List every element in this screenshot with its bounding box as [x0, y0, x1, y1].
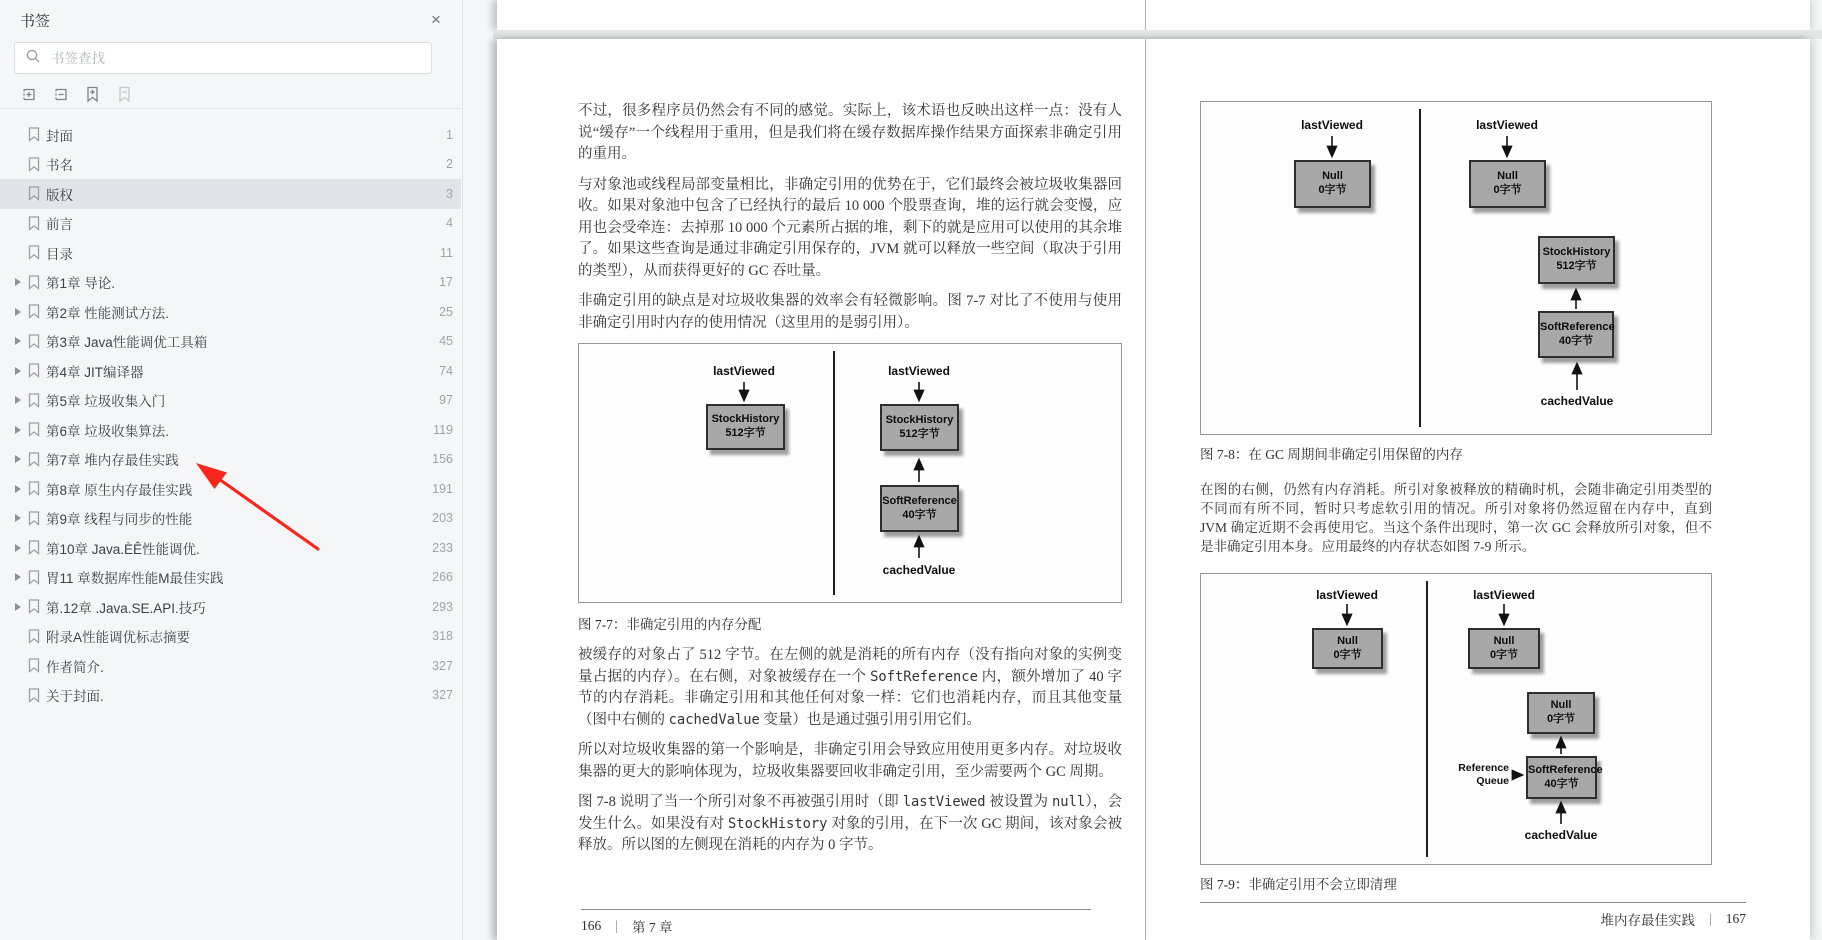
bookmark-label: 附录A性能调优标志摘要 — [46, 630, 191, 646]
variable-label: cachedValue — [882, 563, 956, 577]
page-gap-band — [493, 30, 1822, 39]
bookmark-page-number: 327 — [432, 658, 453, 673]
page-number: 166 — [581, 918, 602, 933]
bookmark-item[interactable] — [0, 327, 461, 357]
pdf-page-right — [1200, 39, 1712, 940]
bookmark-label: 版权 — [46, 187, 73, 203]
bookmark-item[interactable] — [0, 209, 461, 239]
previous-page-bottom — [497, 0, 1810, 30]
bookmark-page-number: 233 — [432, 540, 453, 555]
page-seam — [1145, 0, 1146, 30]
caret-right-icon[interactable] — [15, 573, 28, 581]
node-title: Null — [1493, 634, 1515, 647]
node-size: 512字节 — [899, 427, 940, 440]
bookmark-page-number: 3 — [446, 186, 453, 201]
bookmark-label: 胃11 章数据库性能M最佳实践 — [46, 571, 224, 587]
add-bookmark-icon[interactable] — [81, 83, 103, 105]
paragraph: 所以对垃圾收集器的第一个影响是，非确定引用会导致应用使用更多内存。对垃圾收集器的更大的影响体现为，垃圾收集器要回收非确定引用，至少需要两个 GC 周期。 — [578, 742, 1122, 780]
node-title: Null — [1497, 170, 1518, 183]
bookmark-icon — [28, 275, 46, 290]
bookmark-icon — [28, 481, 46, 496]
bookmark-item[interactable] — [0, 504, 461, 534]
paragraph: 非确定引用的缺点是对垃圾收集器的效率会有轻微影响。图 7-7 对比了不使用与使用非确定引用时内存的使用情况（这里用的是弱引用）。 — [578, 293, 1122, 331]
bookmark-icon — [28, 511, 46, 526]
paragraph: 图 7-8 说明了当一个所引对象不再被强引用时（即 lastViewed 被设置为 null），会发生什么。如果没有对 StockHistory 对象的引用，在下一次 GC 期间，该对象会被释放。所以图的左侧现在消耗的内存为 0 字节。 — [578, 794, 1123, 853]
bookmark-search-input[interactable] — [49, 50, 421, 67]
bookmark-icon — [28, 599, 46, 614]
node-size: 0字节 — [1546, 713, 1576, 725]
bookmark-item[interactable] — [0, 150, 461, 180]
bookmark-page-number: 156 — [432, 452, 453, 467]
bookmark-icon — [28, 658, 46, 673]
caret-right-icon[interactable] — [15, 367, 28, 375]
caret-right-icon[interactable] — [15, 396, 28, 404]
softreference-node — [880, 485, 959, 532]
paragraph: 与对象池或线程局部变量相比，非确定引用的优势在于，它们最终会被垃圾收集器回收。如果对象池中包含了已经执行的最后 10 000 个股票查询，堆的运行就会变慢，应用也会受牵连：去掉那 10 000 个元素所占据的堆，剩下的就是应用可以使用的其余堆了。如果这些查询是通过非确定引用保存的，JVM 就可以释放一些空间（取决于引用的类型），从而获得更好的 GC 吞吐量。 — [578, 176, 1122, 279]
bookmark-label: 封面 — [46, 128, 73, 144]
node-size: 512字节 — [1556, 260, 1597, 272]
figure-caption: 图 7-9：非确定引用不会立即清理 — [1200, 877, 1397, 892]
node-size: 0字节 — [1318, 184, 1347, 196]
node-size: 0字节 — [1333, 648, 1362, 661]
bookmark-page-number: 1 — [446, 127, 453, 142]
stockhistory-node — [706, 404, 785, 450]
bookmark-label: 第4章 JIT编译器 — [46, 364, 144, 380]
node-title: Null — [1322, 170, 1343, 183]
bookmark-item[interactable] — [0, 533, 461, 563]
bookmark-label: 第9章 线程与同步的性能 — [46, 512, 193, 528]
figure-divider — [833, 351, 835, 595]
footer-divider: | — [1709, 911, 1712, 926]
caret-right-icon[interactable] — [15, 278, 28, 286]
caret-right-icon[interactable] — [15, 485, 28, 493]
bookmark-icon — [28, 245, 46, 260]
sidebar-title: 书签 — [20, 13, 51, 30]
footer-divider: | — [615, 918, 618, 933]
bookmark-page-number: 74 — [439, 363, 453, 378]
bookmark-page-number: 4 — [446, 216, 453, 231]
softreference-node — [1538, 311, 1614, 358]
node-size: 40字节 — [902, 508, 937, 521]
bookmark-icon — [28, 570, 46, 585]
bookmark-icon — [28, 304, 46, 319]
bookmark-label: 第8章 原生内存最佳实践 — [46, 482, 193, 498]
bookmark-label: 第7章 堆内存最佳实践 — [46, 453, 179, 469]
bookmark-label: 关于封面. — [46, 689, 104, 705]
bookmark-item[interactable] — [0, 622, 461, 652]
page-spread — [497, 39, 1810, 940]
bookmark-item[interactable] — [0, 238, 461, 268]
variable-label: lastViewed — [1476, 118, 1538, 132]
bookmark-label: 目录 — [46, 246, 73, 262]
bookmark-icon — [28, 422, 46, 437]
right-page-footer — [1200, 902, 1746, 929]
bookmark-page-number: 11 — [440, 245, 453, 260]
variable-label: lastViewed — [1301, 118, 1363, 132]
figure-divider — [1426, 581, 1428, 857]
chapter-label: 堆内存最佳实践 — [1600, 913, 1696, 928]
bookmark-page-number: 293 — [432, 599, 453, 614]
bookmark-page-number: 119 — [433, 422, 453, 437]
caret-right-icon[interactable] — [15, 514, 28, 522]
node-size: 0字节 — [1489, 648, 1519, 661]
bookmark-icon — [28, 216, 46, 231]
bookmark-page-number: 17 — [439, 275, 453, 290]
bookmark-icon — [28, 629, 46, 644]
bookmark-icon — [28, 688, 46, 703]
bookmark-icon — [28, 393, 46, 408]
bookmark-label: 第3章 Java性能调优工具箱 — [46, 335, 208, 351]
null-node — [1312, 628, 1383, 669]
bookmark-icon — [28, 334, 46, 349]
node-title: Null — [1337, 634, 1358, 647]
variable-label: lastViewed — [1316, 588, 1378, 602]
reference-queue-line: Reference — [1458, 762, 1509, 774]
bookmark-label: 第2章 性能测试方法. — [46, 305, 170, 321]
caret-right-icon[interactable] — [15, 603, 28, 611]
expand-all-icon[interactable] — [17, 83, 39, 105]
null-node — [1469, 160, 1546, 208]
bookmark-icon — [28, 540, 46, 555]
reference-queue-label — [1449, 762, 1509, 787]
bookmark-item[interactable] — [0, 386, 461, 416]
bookmark-page-number: 318 — [432, 629, 453, 644]
node-title: SoftReference — [1528, 763, 1603, 776]
node-title: StockHistory — [711, 413, 780, 426]
caret-right-icon[interactable] — [15, 337, 28, 345]
caret-right-icon[interactable] — [15, 455, 28, 463]
bookmark-icon — [28, 452, 46, 467]
document-viewer[interactable] — [463, 0, 1822, 940]
page-number: 167 — [1725, 911, 1746, 926]
null-node — [1468, 628, 1540, 669]
bookmark-page-number: 266 — [432, 570, 453, 585]
bookmark-label: 第.12章 .Java.SE.API.技巧 — [46, 600, 206, 616]
null-node — [1294, 160, 1371, 208]
bookmark-item[interactable] — [0, 356, 461, 386]
bookmark-icon — [28, 363, 46, 378]
node-title: SoftReference — [1540, 320, 1615, 333]
bookmark-page-number: 203 — [432, 511, 453, 526]
bookmark-item[interactable] — [0, 651, 461, 681]
figure-divider — [1419, 109, 1421, 427]
bookmark-item[interactable] — [0, 120, 461, 150]
figure-7-9 — [1200, 573, 1712, 865]
remove-bookmark-icon[interactable] — [113, 83, 135, 105]
node-title: StockHistory — [1542, 246, 1611, 259]
bookmark-icon — [28, 127, 46, 142]
caret-right-icon[interactable] — [15, 426, 28, 434]
caret-right-icon[interactable] — [15, 308, 28, 316]
figure-caption: 图 7-8：在 GC 周期间非确定引用保留的内存 — [1200, 447, 1463, 462]
bookmark-label: 第1章 导论. — [46, 276, 116, 292]
figure-7-8 — [1200, 101, 1712, 435]
bookmarks-sidebar — [0, 0, 463, 940]
bookmark-page-number: 45 — [439, 334, 453, 349]
collapse-all-icon[interactable] — [49, 83, 71, 105]
bookmark-search-box[interactable] — [14, 42, 432, 74]
paragraph: 不过，很多程序员仍然会有不同的感觉。实际上，该术语也反映出这样一点：没有人说“缓存”一个线程用于重用，但是我们将在缓存数据库操作结果方面探索非确定引用的重用。 — [578, 103, 1122, 162]
paragraph: 在图的右侧，仍然有内存消耗。所引对象被释放的精确时机，会随非确定引用类型的不同而有所不同，暂时只考虑软引用的情况。所引对象将仍然逗留在内存中，直到 JVM 确定近期不会再使用它。当这个条件出现时，第一次 GC 会释放所引对象，但不是非确定引用本身。应用最终的内存状态如图 7-9 所示。 — [1200, 482, 1712, 554]
pdf-page-left — [578, 39, 1122, 940]
bookmark-item[interactable] — [0, 592, 461, 622]
reference-queue-line: Queue — [1476, 774, 1509, 787]
stockhistory-node — [1538, 236, 1615, 284]
variable-label: cachedValue — [1540, 394, 1614, 408]
figure-caption: 图 7-7：非确定引用的内存分配 — [578, 617, 762, 632]
bookmark-page-number: 25 — [439, 304, 453, 319]
bookmark-page-number: 2 — [446, 157, 453, 172]
chapter-label: 第 7 章 — [631, 920, 673, 935]
bookmark-item[interactable] — [0, 563, 461, 593]
node-size: 512字节 — [725, 427, 766, 439]
bookmark-label: 第6章 垃圾收集算法. — [46, 423, 170, 439]
node-size: 0字节 — [1493, 184, 1522, 196]
variable-label: lastViewed — [713, 364, 775, 378]
caret-right-icon[interactable] — [15, 544, 28, 552]
bookmark-label: 第5章 垃圾收集入门 — [46, 394, 166, 410]
bookmark-item[interactable] — [0, 179, 461, 209]
paragraph: 被缓存的对象占了 512 字节。在左侧的就是消耗的所有内存（没有指向对象的实例变量占据的内存）。在右侧，对象被缓存在一个 SoftReference 内，额外增加了 40 字节的内存消耗。非确定引用和其他任何对象一样：它们也消耗内存，而且其他变量（图中右侧的 cachedValue 变量）也是通过强引用引用它们。 — [578, 647, 1123, 728]
bookmark-item[interactable] — [0, 297, 461, 327]
softreference-node — [1526, 756, 1603, 799]
bookmark-label: 书名 — [46, 158, 73, 174]
node-title: Null — [1550, 699, 1572, 712]
toolbar-separator — [0, 108, 463, 109]
bookmark-list[interactable] — [0, 110, 461, 940]
bookmark-icon — [28, 186, 46, 201]
bookmark-item[interactable] — [0, 415, 461, 445]
bookmark-icon — [28, 157, 46, 172]
bookmark-item[interactable] — [0, 681, 461, 711]
variable-label: cachedValue — [1524, 828, 1598, 842]
bookmark-page-number: 327 — [432, 688, 453, 703]
figure-7-7 — [578, 343, 1122, 603]
bookmark-item[interactable] — [0, 268, 461, 298]
bookmark-page-number: 97 — [439, 393, 453, 408]
search-icon — [25, 48, 41, 69]
bookmark-item[interactable] — [0, 445, 461, 475]
bookmark-label: 第10章 Java.ÈÊ性能调优. — [46, 541, 200, 557]
page-seam — [1145, 39, 1146, 940]
node-size: 40字节 — [1558, 334, 1594, 347]
bookmark-label: 前言 — [46, 217, 73, 233]
node-title: SoftReference — [882, 494, 957, 507]
variable-label: lastViewed — [888, 364, 950, 378]
null-node — [1527, 692, 1595, 734]
bookmark-label: 作者简介. — [46, 659, 104, 675]
node-title: StockHistory — [885, 413, 954, 426]
stockhistory-node — [880, 404, 959, 451]
left-page-footer — [581, 909, 1091, 936]
close-icon[interactable]: × — [431, 10, 441, 29]
bookmark-toolbar — [17, 83, 135, 105]
node-size: 40字节 — [1544, 777, 1579, 790]
variable-label: lastViewed — [1473, 588, 1535, 602]
bookmark-page-number: 191 — [432, 481, 453, 496]
bookmark-item[interactable] — [0, 474, 461, 504]
